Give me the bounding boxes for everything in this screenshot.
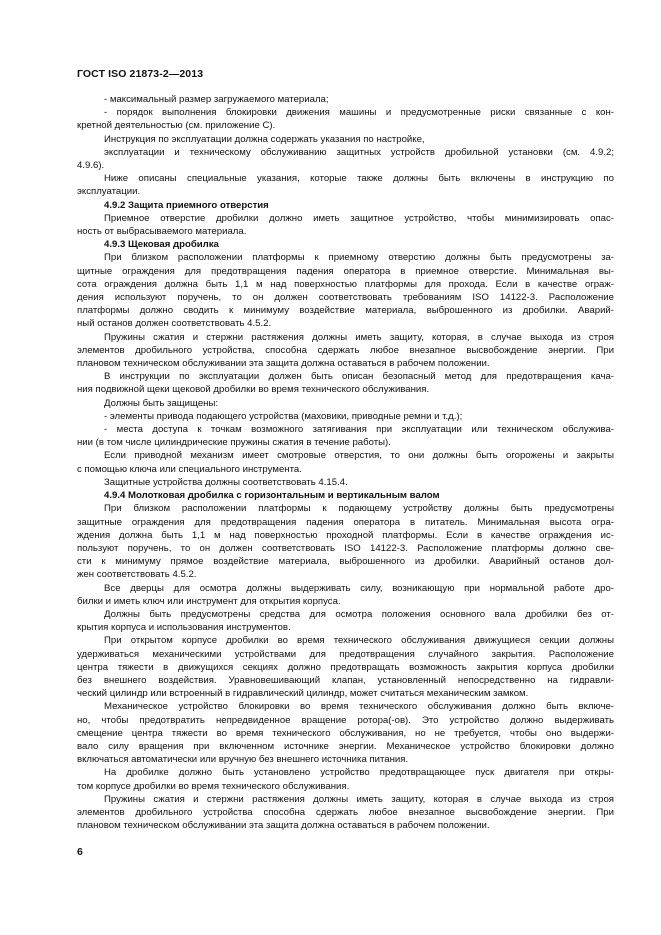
text-line: 4.9.6). xyxy=(77,160,105,172)
paragraph xyxy=(77,397,614,410)
paragraph xyxy=(77,700,614,766)
paragraph xyxy=(77,146,614,172)
text-line: Ниже описаны специальные указания, которые также должны быть включены в инструкцию по xyxy=(104,173,614,185)
text-line: - максимальный размер загружаемого материала; xyxy=(104,94,329,105)
text-line: элементов дробильного устройства, способна сдержать любое внезапное высвобождение энергии. При xyxy=(77,344,614,356)
paragraph xyxy=(77,251,614,330)
text-line: плановом техническом обслуживании эта защита должна оставаться в рабочем положении. xyxy=(77,358,490,370)
document-body xyxy=(77,93,614,832)
text-line: центра тяжести в движущихся секциях должно предотвращать возможность закрытия корпуса дробилки xyxy=(77,661,614,673)
section-heading: 4.9.3 Щековая дробилка xyxy=(104,239,219,251)
text-line: защитные ограждения для предотвращения падения оператора в питатель. Минимальная высота огра- xyxy=(77,516,614,528)
text-line: Все дверцы для осмотра должны выдерживать силу, возникающую при нормальной работе дро- xyxy=(104,582,614,594)
text-line: но, чтобы предотвратить непредвиденное вращение ротора(-ов). Это устройство должно выдерживать xyxy=(77,714,614,726)
text-line: Должны быть предусмотрены средства для осмотра положения основного вала дробилки без от- xyxy=(104,608,614,620)
paragraph xyxy=(77,133,614,146)
text-line: ность от выбрасываемого материала. xyxy=(77,226,247,238)
text-line: - элементы привода подающего устройства (маховики, приводные ремни и т.д.); xyxy=(104,410,463,422)
text-line: сота ограждения должна быть 1,1 м над поверхностью платформы для прохода. Если в качестве ограж- xyxy=(77,278,614,290)
text-line: с помощью ключа или специального инструмента. xyxy=(77,463,302,475)
text-line: Инструкция по эксплуатации должна содержать указания по настройке, xyxy=(104,133,425,145)
paragraph xyxy=(77,766,614,792)
paragraph xyxy=(77,793,614,833)
page-number: 6 xyxy=(77,846,83,858)
section-heading: 4.9.4 Молотковая дробилка с горизонтальным и вертикальным валом xyxy=(104,490,440,502)
text-line: элементов дробильного устройства способна сдержать любое внезапное высвобождение энергии. При xyxy=(77,806,614,818)
text-line: пользуют поручень, то он должен соответствовать ISO 14122-3. Расположение платформы должно све- xyxy=(77,542,614,554)
text-line: Если приводной механизм имеет смотровые отверстия, то они должны быть огорожены и закрыты xyxy=(104,450,614,462)
text-line: без внешнего воздействия. Уравновешивающий клапан, установленный непосредственно на гидравли- xyxy=(77,674,614,686)
text-line: вало силу вращения при включенном источнике энергии. Механическое устройство блокировки должно xyxy=(77,740,614,752)
text-line: Должны быть защищены: xyxy=(104,397,219,409)
paragraph xyxy=(77,370,614,396)
text-line: том корпусе дробилки во время технического обслуживания. xyxy=(77,780,350,792)
text-line: удерживаться механическими устройствами для предотвращения случайного закрытия. Расположение xyxy=(77,648,614,660)
text-line: жен соответствовать 4.5.2. xyxy=(77,569,197,581)
text-line: - места доступа к точкам возможного затягивания при эксплуатации или техническом обслужива- xyxy=(104,424,614,436)
text-line: дения используют поручень, то он должен соответствовать требованиям ISO 14122-3. Расположение xyxy=(77,292,614,304)
paragraph xyxy=(77,331,614,371)
paragraph xyxy=(77,582,614,608)
text-line: В инструкции по эксплуатации должен быть описан безопасный метод для предотвращения кача- xyxy=(104,371,614,383)
text-line: ния подвижной щеки щековой дробилки во время технического обслуживания. xyxy=(77,384,430,396)
text-line: При близком расположении платформы к приемному отверстию должны быть предусмотрены за- xyxy=(104,252,614,264)
paragraph xyxy=(77,172,614,198)
text-line: эксплуатации. xyxy=(77,186,141,198)
paragraph xyxy=(77,410,614,423)
text-line: эксплуатации и техническому обслуживанию защитных устройств дробильной установки (см. 4.9.2; xyxy=(104,146,614,158)
text-line: При открытом корпусе дробилки во время технического обслуживания движущиеся секции должны xyxy=(104,635,614,647)
text-line: Пружины сжатия и стержни растяжения должны иметь защиту, которая в случае выхода из строя xyxy=(104,793,614,805)
text-line: нии (в том числе цилиндрические пружины сжатия в течение работы). xyxy=(77,437,391,449)
text-line: Механическое устройство блокировки во время технического обслуживания должно быть включе- xyxy=(104,701,614,713)
paragraph xyxy=(77,634,614,700)
text-line: включаться автоматически или вручную без внешнего источника питания. xyxy=(77,754,409,766)
document-header: ГОСТ ISO 21873-2—2013 xyxy=(77,68,204,80)
text-line: кретной деятельностью (см. приложение С). xyxy=(77,120,276,132)
text-line: крытия корпуса и использования инструментов. xyxy=(77,622,291,634)
text-line: ный останов должен соответствовать 4.5.2. xyxy=(77,318,272,330)
paragraph xyxy=(77,449,614,475)
text-line: платформы должно сводить к минимуму воздействие материала, выброшенного из дробилки. Аварий- xyxy=(77,305,614,317)
text-line: Пружины сжатия и стержни растяжения должны иметь защиту, которая, в случае выхода из строя xyxy=(104,331,614,343)
text-line: - порядок выполнения блокировки движения машины и предусмотренные риски связанные с кон- xyxy=(104,107,614,119)
section-heading: 4.9.2 Защита приемного отверстия xyxy=(104,199,269,211)
text-line: Приемное отверстие дробилки должно иметь защитное устройство, чтобы минимизировать опас- xyxy=(104,212,614,224)
text-line: При близком расположении платформы к подающему устройству должны быть предусмотрены xyxy=(104,503,614,515)
paragraph xyxy=(77,106,614,132)
paragraph xyxy=(77,93,614,106)
text-line: билки и иметь ключ или инструмент для открытия корпуса. xyxy=(77,595,341,607)
text-line: щитные ограждения для предотвращения падения оператора в приемное отверстие. Минимальная вы- xyxy=(77,265,614,277)
text-line: ческий цилиндр или встроенный в гидравлический цилиндр, может считаться механическим замком. xyxy=(77,688,529,700)
paragraph xyxy=(77,476,614,489)
text-line: ждения должна быть 1,1 м над поверхностью проходной платформы. Если в качестве ограждения ис- xyxy=(77,529,614,541)
paragraph xyxy=(77,502,614,581)
text-line: сти к минимуму прямое воздействие материала, выброшенного из дробилки. Аварийный останов дол- xyxy=(77,556,614,568)
paragraph xyxy=(77,212,614,238)
text-line: плановом техническом обслуживании эта защита должна оставаться в рабочем положении. xyxy=(77,820,490,832)
paragraph xyxy=(77,608,614,634)
text-line: смещение центра тяжести во время технического обслуживания, но не требуется, чтобы оно выдержи- xyxy=(77,727,614,739)
paragraph xyxy=(77,423,614,449)
text-line: На дробилке должно быть установлено устройство предотвращающее пуск двигателя при откры- xyxy=(104,767,614,779)
text-line: Защитные устройства должны соответствовать 4.15.4. xyxy=(104,476,348,488)
